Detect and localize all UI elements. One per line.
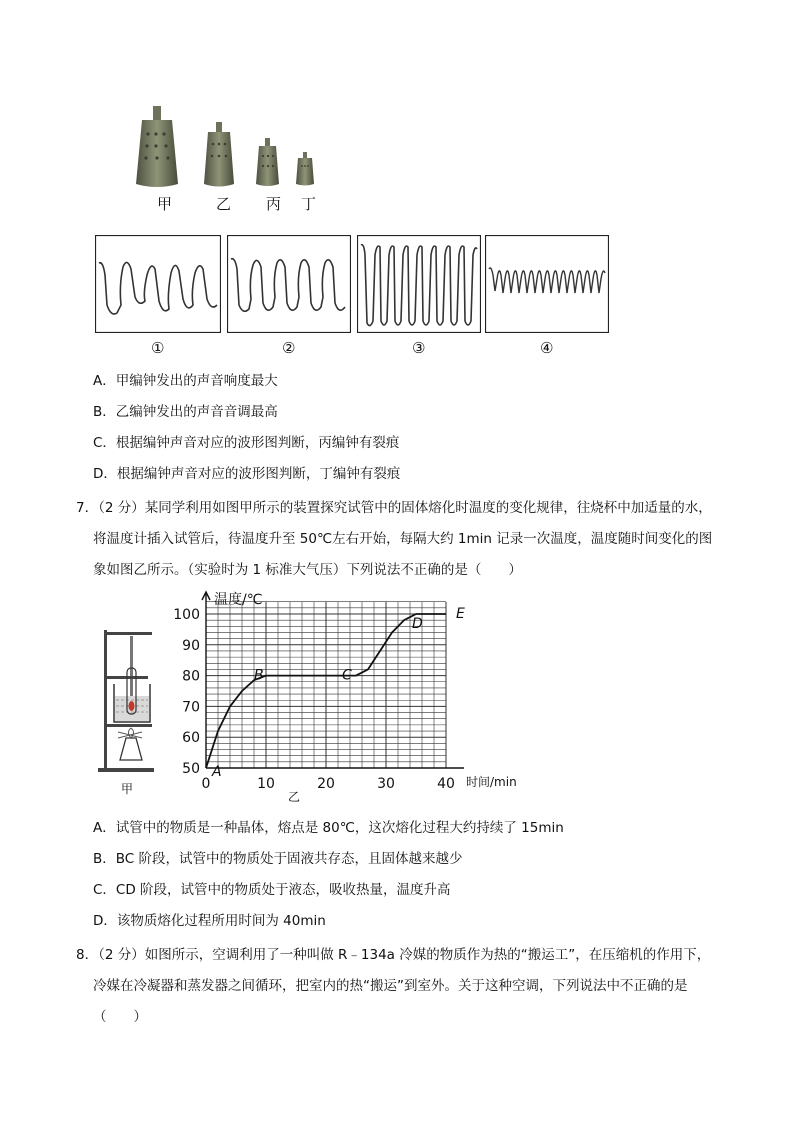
waveform-label-3: ③ <box>412 339 426 357</box>
bells-figure <box>128 100 328 192</box>
q6-option-c: C．根据编钟声音对应的波形图判断，丙编钟有裂痕 <box>93 435 400 451</box>
point-label-e: E <box>456 606 465 622</box>
bells-illustration <box>128 100 328 192</box>
bell-jia <box>136 106 178 187</box>
q7-option-d: D．该物质熔化过程所用时间为 40min <box>93 913 326 929</box>
x-tick-label: 10 <box>257 776 275 792</box>
point-label-a: A <box>212 764 222 780</box>
x-tick-label: 40 <box>437 776 455 792</box>
q6-option-d: D．根据编钟声音对应的波形图判断，丁编钟有裂痕 <box>93 466 401 482</box>
waveform-label-2: ② <box>282 339 296 357</box>
point-label-d: D <box>412 616 423 632</box>
bell-bing <box>256 138 279 186</box>
y-tick-label: 90 <box>182 637 200 654</box>
point-label-b: B <box>254 667 264 684</box>
x-tick-label: 0 <box>201 776 211 792</box>
bell-label-jia: 甲 <box>157 195 173 213</box>
temperature-time-chart <box>170 588 530 810</box>
q7-stem-line-1: 7．（2 分）某同学利用如图甲所示的装置探究试管中的固体熔化时温度的变化规律，往烧杯中加适量的水， <box>76 500 712 516</box>
bell-yi <box>204 122 234 187</box>
x-tick-label: 30 <box>377 776 395 792</box>
waveform-box-2 <box>227 235 351 333</box>
point-label-c: C <box>342 667 352 684</box>
q7-apparatus-label: 甲 <box>121 782 134 796</box>
x-tick-label: 20 <box>317 776 335 792</box>
bell-ding <box>296 152 314 186</box>
q7-option-b: B．BC 阶段，试管中的物质处于固液共存态，且固体越来越少 <box>93 851 463 867</box>
waveform-box-4 <box>485 235 609 333</box>
q7-stem-line-2: 将温度计插入试管后，待温度升至 50℃左右开始，每隔大约 1min 记录一次温度，温度随时间变化的图 <box>93 531 713 547</box>
waveform-label-1: ① <box>151 339 165 357</box>
y-tick-label: 80 <box>182 668 200 685</box>
y-tick-label: 60 <box>182 730 200 747</box>
y-tick-label: 70 <box>182 699 200 716</box>
waveform-box-3 <box>357 235 481 333</box>
q7-option-a: A．试管中的物质是一种晶体，熔点是 80℃，这次熔化过程大约持续了 15min <box>93 820 564 836</box>
q7-chart-label: 乙 <box>288 790 301 804</box>
q6-option-b: B．乙编钟发出的声音音调最高 <box>93 404 278 420</box>
bell-label-yi: 乙 <box>216 195 232 213</box>
q7-option-c: C．CD 阶段，试管中的物质处于液态，吸收热量，温度升高 <box>93 882 451 898</box>
q7-stem-line-3: 象如图乙所示。（实验时为 1 标准大气压）下列说法不正确的是（ ） <box>93 562 522 578</box>
q7-chart <box>170 588 530 810</box>
waveform-box-1 <box>95 235 221 333</box>
x-axis-label: 时间/min <box>466 775 517 789</box>
y-tick-label: 100 <box>173 607 200 623</box>
q8-stem-line-2: 冷媒在冷凝器和蒸发器之间循环，把室内的热“搬运”到室外。关于这种空调，下列说法中不正确的是 <box>93 978 688 994</box>
bell-label-ding: 丁 <box>301 195 317 213</box>
waveform-label-4: ④ <box>540 339 554 357</box>
q7-apparatus-figure <box>96 628 158 776</box>
bell-label-bing: 丙 <box>266 195 282 213</box>
q8-stem-line-1: 8．（2 分）如图所示，空调利用了一种叫做 R﹣134a 冷媒的物质作为热的“搬运工”，在压缩机的作用下， <box>76 947 711 963</box>
y-tick-label: 50 <box>182 761 200 777</box>
q8-stem-line-3: （ ） <box>93 1009 147 1025</box>
y-axis-label: 温度/℃ <box>214 592 263 608</box>
q6-option-a: A．甲编钟发出的声音响度最大 <box>93 373 278 389</box>
